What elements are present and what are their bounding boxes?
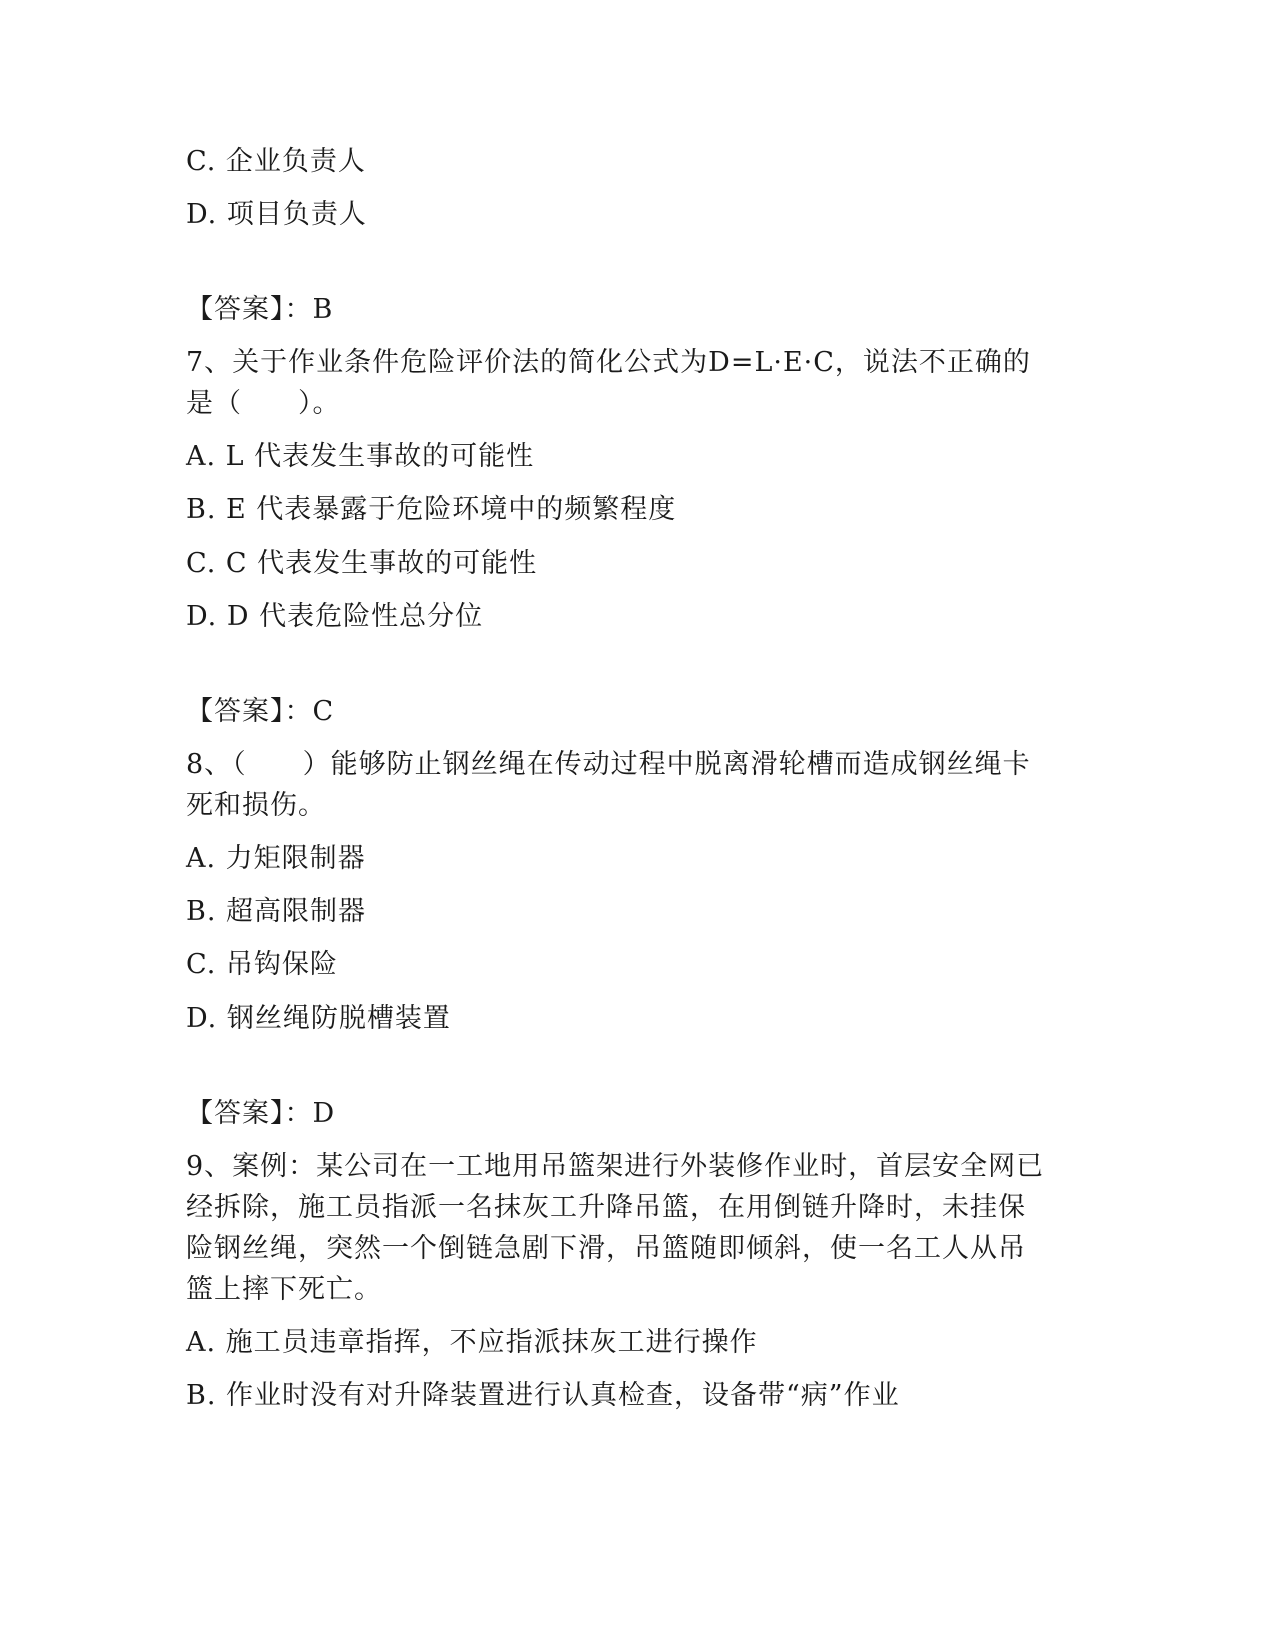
option-d: D. D 代表危险性总分位 [186, 601, 484, 632]
answer-label: 【答案】：C [186, 696, 335, 727]
question-9-line-3: 险钢丝绳，突然一个倒链急剧下滑，吊篮随即倾斜，使一名工人从吊 [186, 1233, 1026, 1264]
option-a: A. 施工员违章指挥，不应指派抹灰工进行操作 [186, 1327, 758, 1358]
question-9-line-4: 篮上摔下死亡。 [186, 1274, 382, 1305]
question-9-line-2: 经拆除，施工员指派一名抹灰工升降吊篮，在用倒链升降时，未挂保 [186, 1192, 1026, 1223]
question-9-line-1: 9、案例：某公司在一工地用吊篮架进行外装修作业时，首层安全网已 [186, 1151, 1045, 1182]
option-c: C. 吊钩保险 [186, 949, 338, 980]
option-b: B. 超高限制器 [186, 896, 367, 927]
question-8-line-2: 死和损伤。 [186, 790, 326, 821]
option-d: D. 项目负责人 [186, 199, 367, 230]
option-a: A. L 代表发生事故的可能性 [186, 441, 535, 472]
option-d: D. 钢丝绳防脱槽装置 [186, 1003, 451, 1034]
option-a: A. 力矩限制器 [186, 843, 366, 874]
option-c: C. C 代表发生事故的可能性 [186, 548, 538, 579]
answer-label: 【答案】：B [186, 294, 334, 325]
option-b: B. 作业时没有对升降装置进行认真检查，设备带“病”作业 [186, 1380, 900, 1411]
option-c: C. 企业负责人 [186, 146, 366, 177]
option-b: B. E 代表暴露于危险环境中的频繁程度 [186, 494, 677, 525]
question-8-line-1: 8、（ ）能够防止钢丝绳在传动过程中脱离滑轮槽而造成钢丝绳卡 [186, 749, 1031, 780]
question-7-line-1: 7、关于作业条件危险评价法的简化公式为D=L·E·C，说法不正确的 [186, 347, 1031, 378]
answer-label: 【答案】：D [186, 1098, 336, 1129]
question-7-line-2: 是（ ）。 [186, 388, 341, 419]
